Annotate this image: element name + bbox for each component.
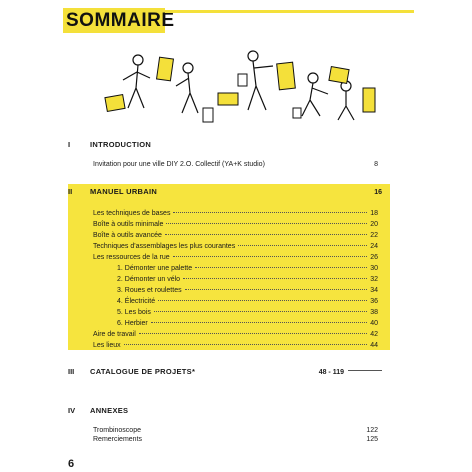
- section-title: INTRODUCTION: [90, 140, 152, 149]
- entry-label: Techniques d'assemblages les plus courantes: [93, 243, 236, 250]
- toc-entry[interactable]: [117, 265, 378, 272]
- dot-leader: [151, 322, 367, 323]
- entry-page: 44: [370, 342, 378, 349]
- section-3-header[interactable]: [68, 367, 382, 376]
- entry-page: 8: [374, 161, 378, 168]
- section-title: CATALOGUE DE PROJETS*: [90, 367, 196, 376]
- section-title: MANUEL URBAIN: [90, 187, 158, 196]
- toc-entry[interactable]: [117, 287, 378, 294]
- dot-leader: [173, 256, 368, 257]
- entry-label: 3. Roues et roulettes: [117, 287, 182, 294]
- dot-leader: [195, 267, 367, 268]
- section-page: 16: [374, 189, 382, 196]
- toc-entry[interactable]: [117, 320, 378, 327]
- toc-entry[interactable]: [117, 276, 378, 283]
- entry-page: 24: [370, 243, 378, 250]
- entry-label: Boîte à outils minimale: [93, 221, 164, 228]
- workers-illustration: [78, 38, 378, 128]
- entry-label: Les ressources de la rue: [93, 254, 170, 261]
- section-1-header: [68, 140, 382, 149]
- page-number: 6: [68, 458, 75, 470]
- section-page: 48 - 119: [318, 369, 344, 376]
- entry-label: 1. Démonter une palette: [117, 265, 193, 272]
- dot-leader: [238, 245, 367, 246]
- section-number: IV: [68, 406, 76, 415]
- toc-entry[interactable]: [93, 161, 378, 168]
- section-4-header: [68, 406, 382, 415]
- entry-label: Aire de travail: [93, 331, 136, 338]
- toc-entry[interactable]: [93, 331, 378, 338]
- section-number: I: [68, 140, 71, 149]
- dot-leader: [183, 278, 367, 279]
- entry-page: 22: [370, 232, 378, 239]
- entry-label: 2. Démonter un vélo: [117, 276, 181, 283]
- entry-page: 20: [370, 221, 378, 228]
- toc-entry[interactable]: [117, 298, 378, 305]
- entry-label: Les techniques de bases: [93, 210, 171, 217]
- dot-leader: [165, 234, 367, 235]
- dot-leader: [173, 212, 367, 213]
- entry-page: 32: [370, 276, 378, 283]
- entry-label: 5. Les bois: [117, 309, 151, 316]
- entry-page: 34: [370, 287, 378, 294]
- entry-label: Remerciements: [93, 436, 143, 443]
- entry-label: 4. Électricité: [117, 298, 156, 305]
- entry-page: 40: [370, 320, 378, 327]
- dot-leader: [185, 289, 368, 290]
- toc-entry[interactable]: [93, 342, 378, 349]
- section-title: ANNEXES: [90, 406, 129, 415]
- dot-leader: [154, 311, 367, 312]
- toc-entry[interactable]: [93, 210, 378, 217]
- entry-page: 30: [370, 265, 378, 272]
- entry-page: 26: [370, 254, 378, 261]
- entry-label: Les lieux: [93, 342, 121, 349]
- toc-entry[interactable]: [93, 427, 378, 434]
- dot-leader: [139, 333, 367, 334]
- section-2-header: [68, 187, 382, 196]
- entry-page: 122: [366, 427, 378, 434]
- page-title: SOMMAIRE: [66, 9, 175, 31]
- entry-label: Invitation pour une ville DIY 2.O. Collectif (YA+K studio): [93, 161, 265, 168]
- title-bar: [63, 8, 175, 33]
- dot-leader: [166, 223, 367, 224]
- dot-leader: [158, 300, 367, 301]
- toc-entry[interactable]: [93, 254, 378, 261]
- toc-entry[interactable]: [117, 309, 378, 316]
- entry-page: 36: [370, 298, 378, 305]
- section-number: III: [68, 367, 75, 376]
- catalogue-rule: [348, 370, 382, 371]
- entry-label: Trombinoscope: [93, 427, 141, 434]
- entry-label: Boîte à outils avancée: [93, 232, 162, 239]
- title-rule: [165, 10, 414, 13]
- entry-page: 38: [370, 309, 378, 316]
- entry-page: 18: [370, 210, 378, 217]
- dot-leader: [124, 344, 368, 345]
- section-number: II: [68, 187, 73, 196]
- toc-entry[interactable]: [93, 232, 378, 239]
- entry-page: 42: [370, 331, 378, 338]
- toc-entry[interactable]: [93, 243, 378, 250]
- entry-label: 6. Herbier: [117, 320, 148, 327]
- toc-entry[interactable]: [93, 436, 378, 443]
- toc-entry[interactable]: [93, 221, 378, 228]
- entry-page: 125: [366, 436, 378, 443]
